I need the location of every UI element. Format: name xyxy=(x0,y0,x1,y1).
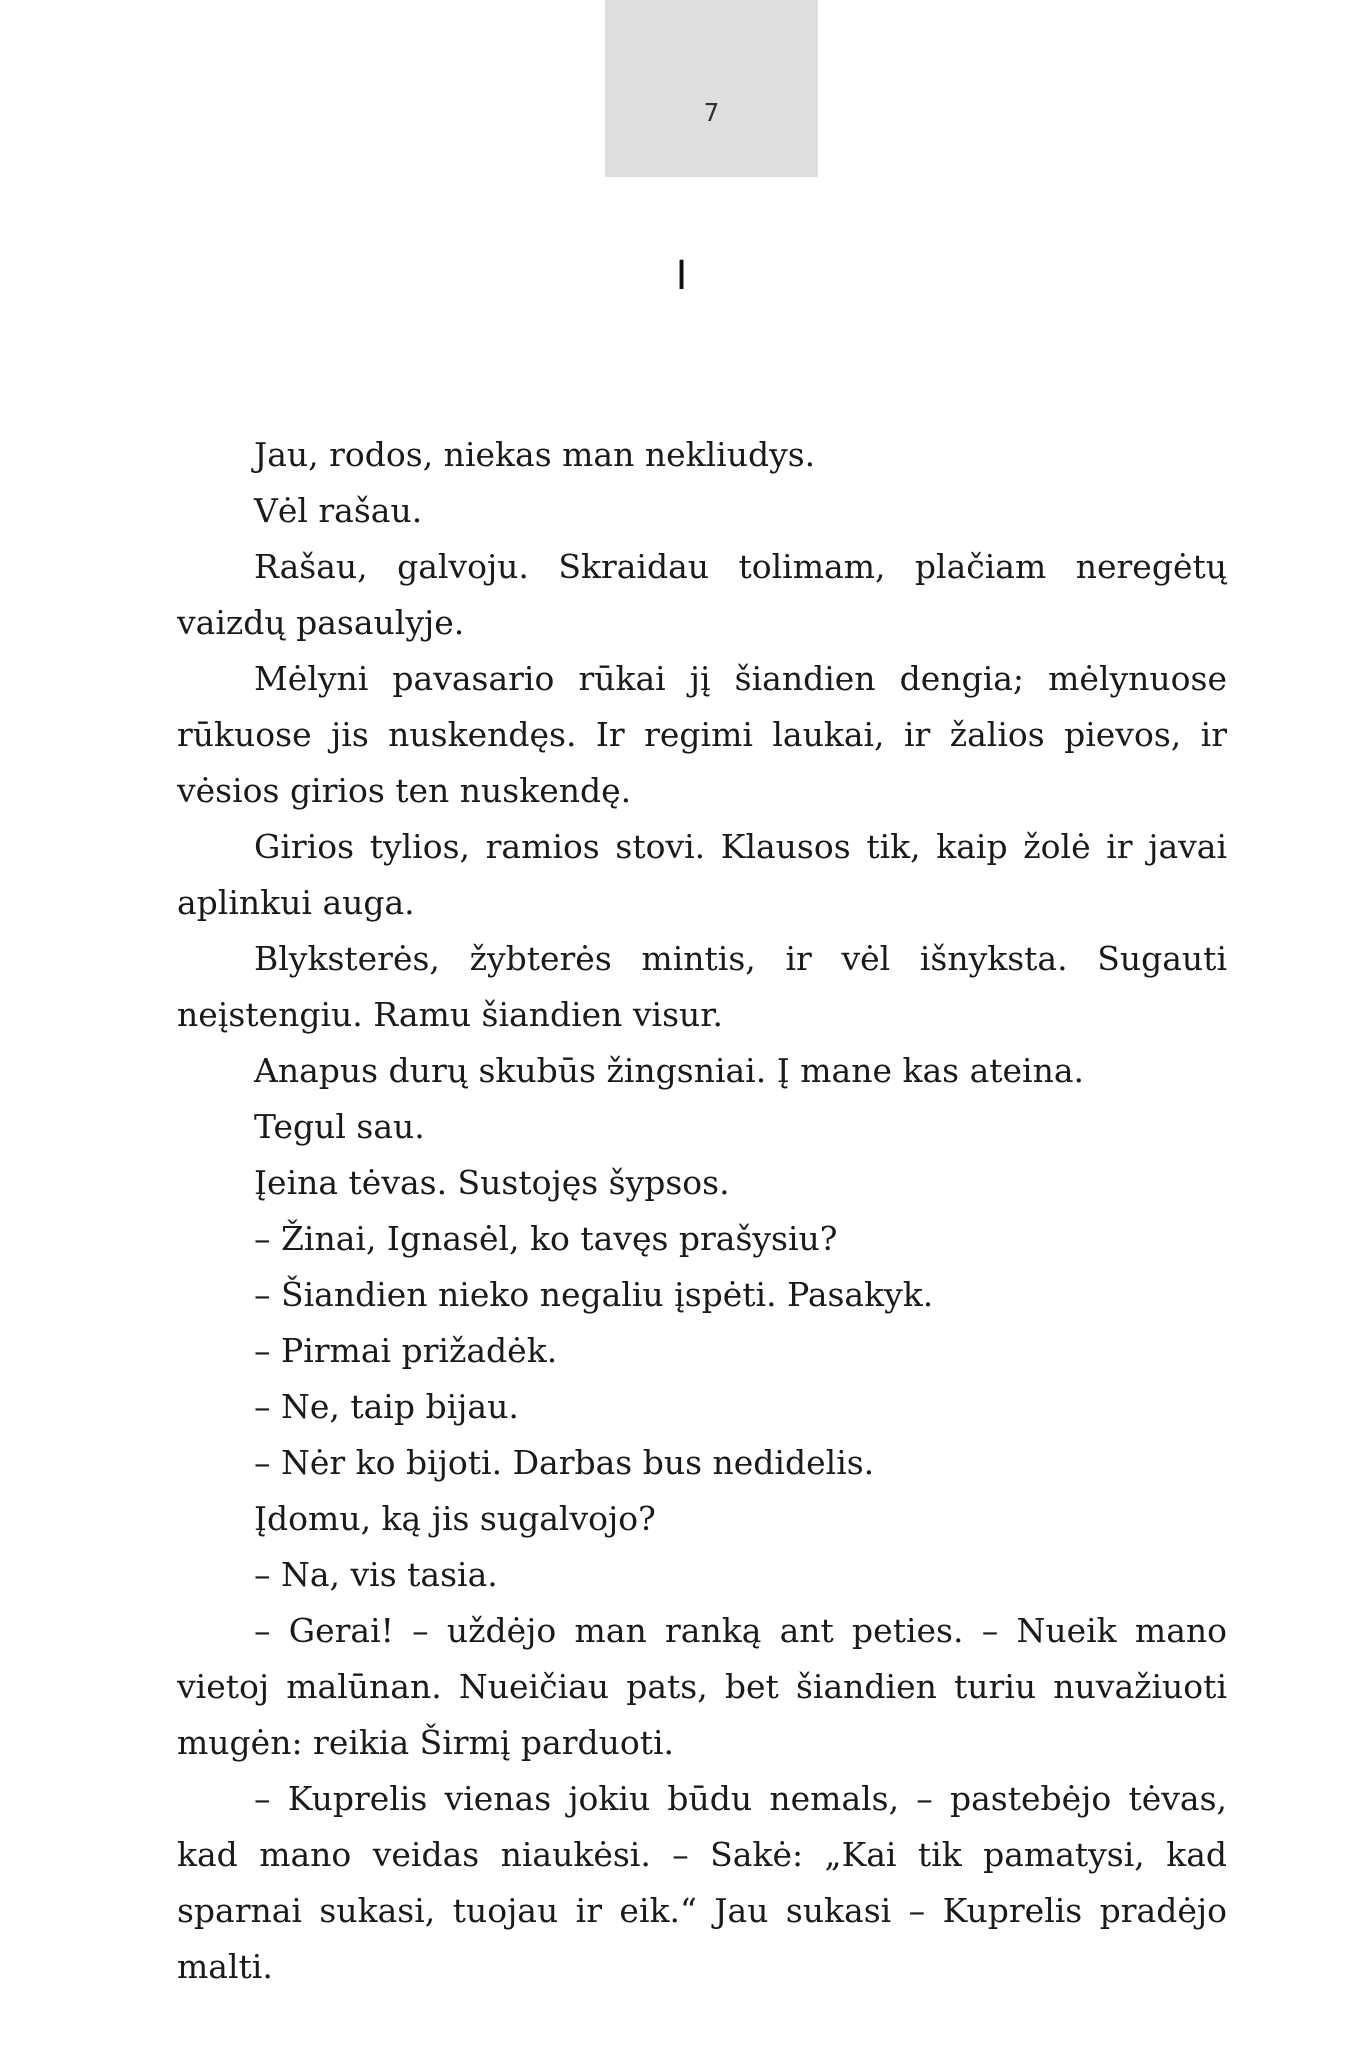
dialogue-line: – Pirmai prižadėk. xyxy=(254,1331,558,1370)
dialogue-line: – Ne, taip bijau. xyxy=(254,1387,519,1426)
paragraph: Anapus durų skubūs žingsniai. Į mane kas ateina. xyxy=(254,1051,1085,1090)
paragraph: Rašau, galvoju. Skraidau tolimam, plačiam neregėtų vaizdų pasaulyje. xyxy=(177,547,1227,642)
paragraph: Tegul sau. xyxy=(254,1107,425,1146)
body-text xyxy=(177,427,1227,1995)
paragraph: Girios tylios, ramios stovi. Klausos tik, kaip žolė ir javai aplinkui auga. xyxy=(177,827,1227,922)
dialogue-line: – Na, vis tasia. xyxy=(254,1555,498,1594)
paragraph: Jau, rodos, niekas man nekliudys. xyxy=(254,435,816,474)
paragraph: Blyksterės, žybterės mintis, ir vėl išnyksta. Sugauti neįstengiu. Ramu šiandien visur. xyxy=(177,939,1227,1034)
paragraph: Įeina tėvas. Sustojęs šypsos. xyxy=(254,1163,730,1202)
paragraph: Vėl rašau. xyxy=(254,491,423,530)
paragraph: Mėlyni pavasario rūkai jį šiandien dengia; mėlynuose rūkuose jis nuskendęs. Ir regimi laukai, ir žalios pievos, ir vėsios girios ten nuskendę. xyxy=(177,659,1227,810)
page-number-tab xyxy=(605,0,818,177)
paragraph: Įdomu, ką jis sugalvojo? xyxy=(254,1499,656,1538)
dialogue-line: – Kuprelis vienas jokiu būdu nemals, – pastebėjo tėvas, kad mano veidas niaukėsi. – Sakė: „Kai tik pamatysi, kad sparnai sukasi, tuojau ir eik.“ Jau sukasi – Kuprelis pradėjo malti. xyxy=(177,1779,1227,1986)
dialogue-line: – Žinai, Ignasėl, ko tavęs prašysiu? xyxy=(254,1219,838,1258)
dialogue-line: – Gerai! – uždėjo man ranką ant peties. – Nueik mano vietoj malūnan. Nueičiau pats, bet šiandien turiu nuvažiuoti mugėn: reikia Širmį parduoti. xyxy=(177,1611,1227,1762)
dialogue-line: – Šiandien nieko negaliu įspėti. Pasakyk. xyxy=(254,1275,934,1314)
dialogue-line: – Nėr ko bijoti. Darbas bus nedidelis. xyxy=(254,1443,875,1482)
page-number: 7 xyxy=(703,98,720,127)
chapter-heading: I xyxy=(675,253,688,299)
